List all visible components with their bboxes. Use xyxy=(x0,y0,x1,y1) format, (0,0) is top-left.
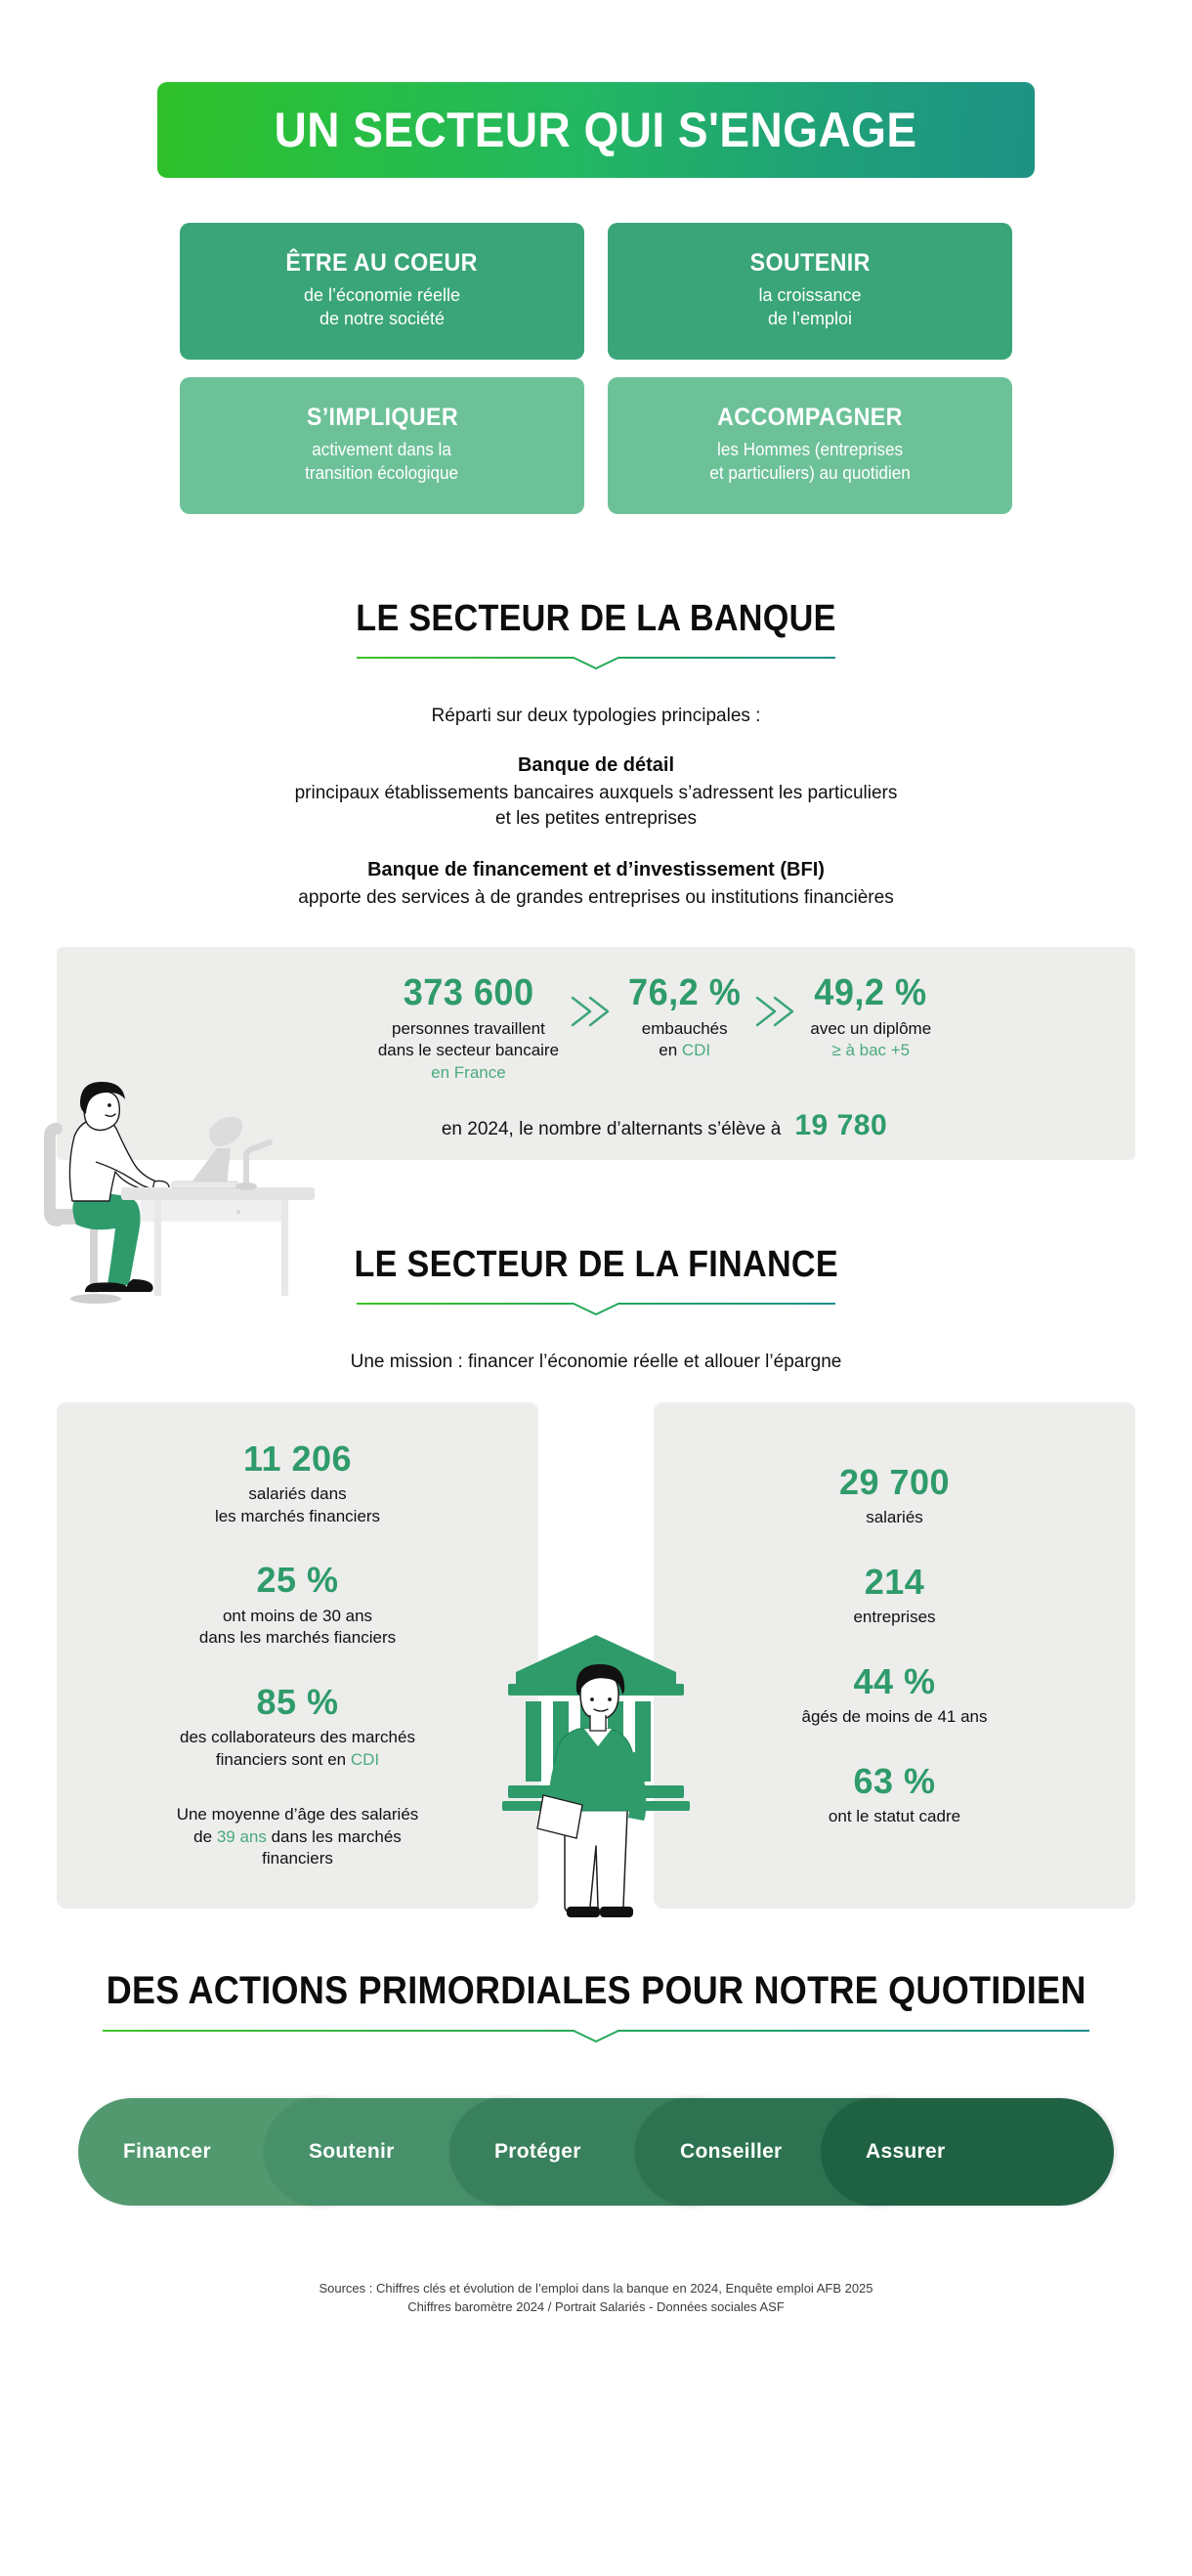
stat-embauches-cdi xyxy=(625,974,744,1061)
sources-footer xyxy=(0,2280,1192,2317)
chevron-separator-2 xyxy=(749,974,804,1033)
fin-stat-moins-30-ans xyxy=(82,1561,513,1649)
stat-label xyxy=(810,1018,931,1061)
stat-label-prefix: en xyxy=(659,1041,682,1060)
fin-stat-label: ont le statut cadre xyxy=(828,1807,961,1826)
pillar-subtext-line1: activement dans la xyxy=(312,440,452,460)
typology-title: Banque de financement et d’investissement (BFI) xyxy=(367,858,825,880)
fin-stat-value: 29 700 xyxy=(838,1461,951,1502)
hero-title: UN SECTEUR QUI S'ENGAGE xyxy=(275,103,917,157)
action-pill-label: Protéger xyxy=(494,2140,581,2164)
divider-rule-finance xyxy=(0,1299,1192,1316)
sources-line1: Sources : Chiffres clés et évolution de l’emploi dans la banque en 2024, Enquête emploi AFB 2025 xyxy=(319,2281,873,2297)
fin-stat-value: 63 % xyxy=(853,1760,936,1801)
fin-stat-label xyxy=(82,1727,513,1771)
fin-stat-entreprises xyxy=(679,1563,1110,1629)
sources-line2: Chiffres baromètre 2024 / Portrait Salariés - Données sociales ASF xyxy=(407,2299,785,2315)
divider-rule-actions xyxy=(0,2026,1192,2043)
fin-stat-label: salariés xyxy=(866,1508,923,1527)
fin-stat-label: entreprises xyxy=(853,1608,936,1627)
action-pills-bar xyxy=(78,2098,1114,2206)
stat-diplome-bac5 xyxy=(810,974,931,1061)
finance-intro-text: Une mission : financer l’économie réelle et allouer l’épargne xyxy=(350,1351,842,1372)
fin-label-line2: dans les marchés fianciers xyxy=(198,1628,397,1648)
fin-note-moyenne-age xyxy=(82,1804,513,1869)
action-pill-assurer[interactable] xyxy=(821,2098,1114,2206)
bank-stats-row xyxy=(80,974,1112,1083)
finance-panel-societes-financement xyxy=(654,1402,1135,1910)
hero-banner xyxy=(157,82,1035,178)
bank-intro-text: Réparti sur deux typologies principales : xyxy=(431,706,761,726)
pillar-card-simpliquer xyxy=(180,377,584,514)
fin-note-line1: Une moyenne d’âge des salariés xyxy=(176,1805,419,1825)
fin-stat-value: 214 xyxy=(864,1561,925,1602)
typology-bfi xyxy=(0,859,1192,911)
chevron-separator-1 xyxy=(565,974,619,1033)
double-chevron-right-icon xyxy=(565,990,619,1033)
pillar-subtext xyxy=(306,439,459,486)
fin-stat-label xyxy=(82,1606,513,1650)
stat-label-accent: CDI xyxy=(681,1041,711,1060)
pillar-cards-grid xyxy=(180,223,1012,514)
page-title-finance: LE SECTEUR DE LA FINANCE xyxy=(354,1243,838,1285)
fin-stat-label xyxy=(82,1483,513,1527)
fin-stat-moins-41-ans xyxy=(679,1662,1110,1729)
stat-label-line1: personnes travaillent xyxy=(391,1019,545,1039)
fin-note-prefix: de xyxy=(193,1826,217,1846)
action-pill-label: Soutenir xyxy=(309,2140,395,2164)
pillar-subtext xyxy=(304,284,460,331)
pillar-heading: SOUTENIR xyxy=(749,249,871,278)
fin-stat-label: âgés de moins de 41 ans xyxy=(801,1707,988,1727)
stat-label-accent: en France xyxy=(431,1062,506,1082)
pillar-heading: S’IMPLIQUER xyxy=(306,404,458,432)
page-title-banque: LE SECTEUR DE LA BANQUE xyxy=(356,598,836,639)
double-chevron-right-icon xyxy=(749,990,804,1033)
fin-stat-value: 25 % xyxy=(256,1560,339,1601)
fin-note-line2 xyxy=(82,1826,513,1848)
action-pill-label: Conseiller xyxy=(680,2140,783,2164)
pillar-subtext-line2: et particuliers) au quotidien xyxy=(709,463,911,483)
divider-notch-icon xyxy=(357,653,835,670)
pillar-subtext-line1: les Hommes (entreprises xyxy=(716,440,904,460)
typology-title: Banque de détail xyxy=(517,754,675,776)
hero-section xyxy=(0,0,1192,178)
stat-label xyxy=(625,1018,744,1061)
divider-notch-icon xyxy=(357,1299,835,1316)
fin-label-prefix: financiers sont en xyxy=(215,1749,351,1769)
stat-label-line1: embauchés xyxy=(641,1019,728,1039)
bank-section-header xyxy=(0,598,1192,670)
fin-label-line1: des collaborateurs des marchés xyxy=(180,1728,415,1747)
page-title-actions: DES ACTIONS PRIMORDIALES POUR NOTRE QUOTIDIEN xyxy=(106,1969,1086,2013)
divider-rule-banque xyxy=(0,653,1192,670)
fin-label-line2 xyxy=(82,1749,513,1771)
finance-section-header xyxy=(0,1244,1192,1316)
pillar-card-soutenir xyxy=(608,223,1012,360)
stat-label-accent: ≥ à bac +5 xyxy=(831,1041,911,1060)
stat-personnes-travaillent xyxy=(378,974,559,1083)
stat-value: 76,2 % xyxy=(628,972,742,1014)
bank-stats-panel xyxy=(57,947,1135,1159)
actions-section-header xyxy=(0,1969,1192,2043)
fin-stat-value: 44 % xyxy=(853,1660,936,1701)
finance-panels-row xyxy=(57,1402,1135,1910)
pillar-subtext xyxy=(709,439,910,486)
stat-value: 373 600 xyxy=(403,972,534,1014)
divider-notch-icon xyxy=(103,2026,1089,2043)
fin-stat-cdi-marches xyxy=(82,1683,513,1771)
pillar-card-accompagner xyxy=(608,377,1012,514)
typology-line1: apporte des services à de grandes entreprises ou institutions financières xyxy=(298,886,894,908)
pillar-subtext-line2: transition écologique xyxy=(305,463,459,483)
fin-label-line1: ont moins de 30 ans xyxy=(222,1606,373,1625)
typology-line1: principaux établissements bancaires auxquels s’adressent les particuliers xyxy=(294,783,898,803)
pillar-subtext xyxy=(758,284,861,331)
pillar-subtext-line1: la croissance xyxy=(758,285,862,306)
finance-panel-marches-financiers xyxy=(57,1402,538,1910)
stat-value: 49,2 % xyxy=(814,972,927,1014)
typology-line2: et les petites entreprises xyxy=(495,807,697,829)
pillar-heading: ACCOMPAGNER xyxy=(717,404,903,432)
fin-label-line2: les marchés financiers xyxy=(214,1506,381,1525)
pillar-heading: ÊTRE AU COEUR xyxy=(285,249,479,278)
stat-label-line1: avec un diplôme xyxy=(810,1019,932,1039)
action-pill-label: Assurer xyxy=(866,2140,946,2164)
fin-stat-value: 11 206 xyxy=(242,1438,353,1479)
fin-stat-salaries xyxy=(679,1463,1110,1529)
fin-note-line3: financiers xyxy=(262,1848,333,1868)
fin-label-line1: salariés dans xyxy=(248,1484,347,1504)
pillar-subtext-line1: de l’économie réelle xyxy=(303,285,461,306)
stat-label-line2 xyxy=(625,1040,744,1061)
typology-banque-detail xyxy=(0,754,1192,832)
pillar-subtext-line2: de l’emploi xyxy=(767,309,853,328)
action-pill-label: Financer xyxy=(123,2140,211,2164)
alternants-row xyxy=(80,1109,1112,1142)
fin-note-suffix: dans les marchés xyxy=(266,1826,402,1846)
stat-label-line2: dans le secteur bancaire xyxy=(377,1041,560,1060)
fin-note-accent: 39 ans xyxy=(216,1826,267,1846)
pillar-subtext-line2: de notre société xyxy=(319,309,446,328)
alternants-text: en 2024, le nombre d’alternants s’élève à xyxy=(441,1118,782,1139)
stat-label xyxy=(378,1018,559,1083)
fin-stat-value: 85 % xyxy=(256,1681,339,1722)
fin-stat-salaries-marches xyxy=(82,1439,513,1527)
alternants-value: 19 780 xyxy=(794,1108,888,1141)
fin-label-accent: CDI xyxy=(350,1749,380,1769)
fin-stat-statut-cadre xyxy=(679,1762,1110,1828)
pillar-card-etre-au-coeur xyxy=(180,223,584,360)
